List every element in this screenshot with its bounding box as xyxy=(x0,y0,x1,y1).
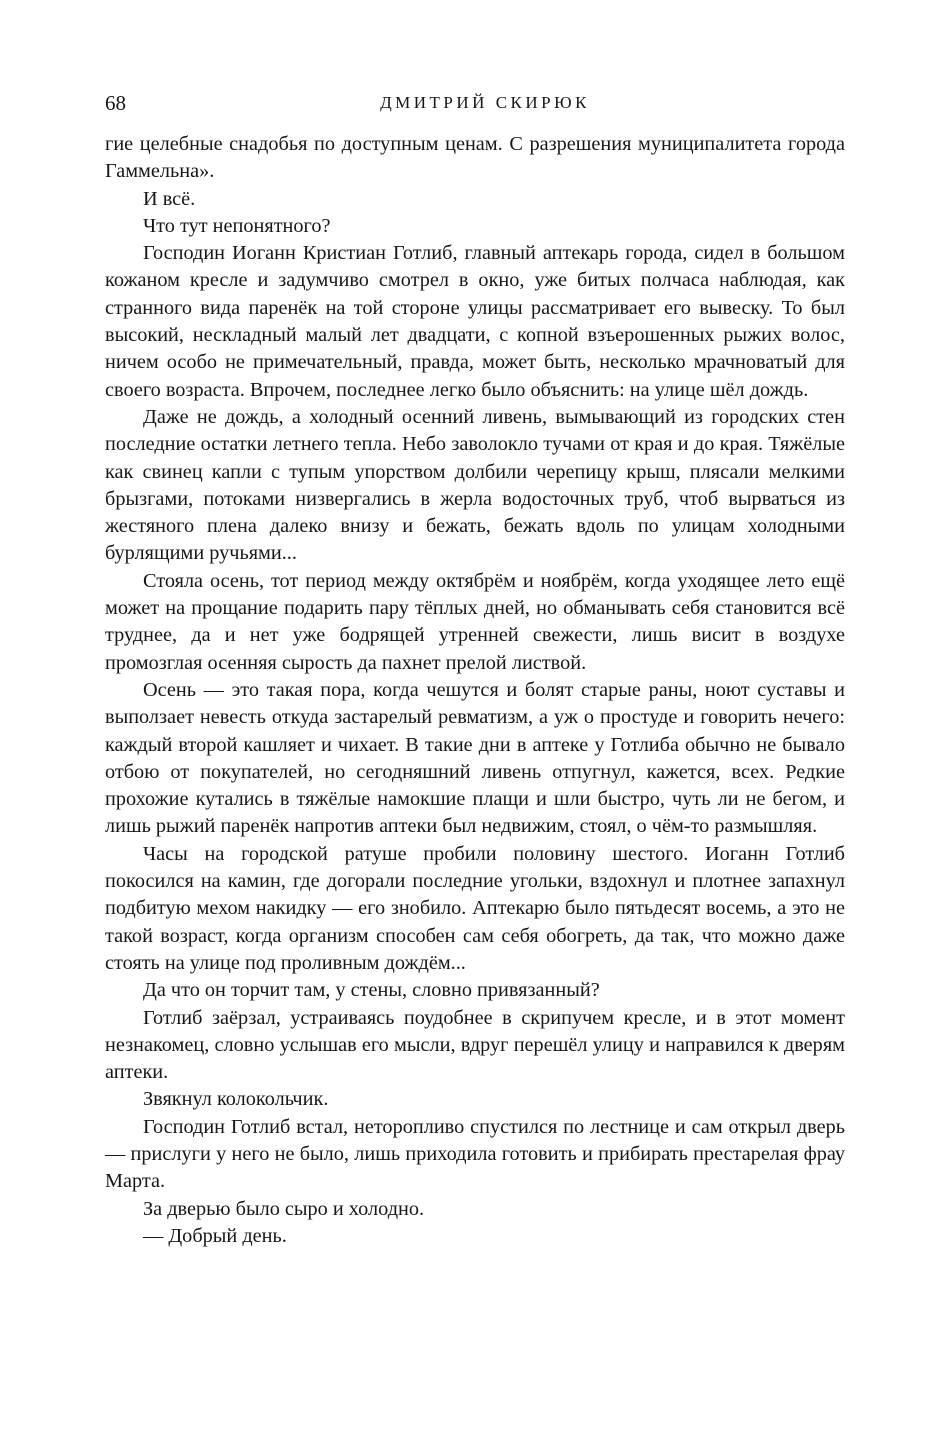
paragraph: Да что он торчит там, у стены, словно привязанный? xyxy=(143,979,600,1002)
page-header xyxy=(105,86,845,120)
paragraph-continued: гие целебные снадобья по доступным ценам. С разрешения муниципалитета города Гаммельна». xyxy=(105,133,845,183)
paragraph: Даже не дождь, а холодный осенний ливень, вымывающий из городских стен последние остатки летнего тепла. Небо заволокло тучами от края и до края. Тяжёлые как свинец капли с тупым упорством долбили черепицу крыш, плясали мелкими брызгами, потоками низвергались в жерла водосточных труб, чтоб вырваться из жестяного плена далеко внизу и бежать, бежать вдоль по улицам холодными бурлящими ручьями... xyxy=(105,405,845,565)
paragraph: И всё. xyxy=(143,187,196,210)
paragraph: Стояла осень, тот период между октябрём и ноябрём, когда уходящее лето ещё может на прощание подарить пару тёплых дней, но обманывать себя становится всё труднее, да и нет уже бодрящей утренней свежести, лишь висит в воздухе промозглая осенняя сырость да пахнет прелой листвой. xyxy=(105,569,845,674)
paragraph: Осень — это такая пора, когда чешутся и болят старые раны, ноют суставы и выползает невесть откуда застарелый ревматизм, а уж о простуде и говорить нечего: каждый второй кашляет и чихает. В такие дни в аптеке у Готлиба обычно не бывало отбою от покупателей, но сегодняшний ливень отпугнул, кажется, всех. Редкие прохожие кутались в тяжёлые намокшие плащи и шли быстро, чуть ли не бегом, и лишь рыжий паренёк напротив аптеки был недвижим, стоял, о чём-то размышляя. xyxy=(105,678,845,838)
paragraph: Часы на городской ратуше пробили половину шестого. Иоганн Готлиб покосился на камин, где догорали последние угольки, вздохнул и плотнее запахнул подбитую мехом накидку — его знобило. Аптекарю было пятьдесят восемь, а это не такой возраст, когда организм способен сам себя обогреть, да так, что можно даже стоять на улице под проливным дождём... xyxy=(105,842,845,974)
running-head-author: ДМИТРИЙ СКИРЮК xyxy=(380,93,590,112)
paragraph-dialogue: — Добрый день. xyxy=(143,1224,287,1247)
text-body xyxy=(105,131,845,1250)
paragraph: Что тут непонятного? xyxy=(143,214,331,237)
paragraph: Господин Иоганн Кристиан Готлиб, главный аптекарь города, сидел в большом кожаном кресле и задумчиво смотрел в окно, уже битых полчаса наблюдая, как странного вида паренёк на той стороне улицы рассматривает его вывеску. То был высокий, нескладный малый лет двадцати, с копной взъерошенных рыжих волос, ничем особо не примечательный, правда, может быть, несколько мрачноватый для своего возраста. Впрочем, последнее легко было объяснить: на улице шёл дождь. xyxy=(105,242,845,401)
paragraph: Звякнул колокольчик. xyxy=(143,1088,329,1111)
paragraph: Готлиб заёрзал, устраиваясь поудобнее в скрипучем кресле, и в этот момент незнакомец, словно услышав его мысли, вдруг перешёл улицу и направился к дверям аптеки. xyxy=(105,1006,845,1084)
paragraph: Господин Готлиб встал, неторопливо спустился по лестнице и сам открыл дверь — прислуги у него не было, лишь приходила готовить и прибирать престарелая фрау Марта. xyxy=(105,1115,845,1193)
page-number: 68 xyxy=(105,91,126,115)
paragraph: За дверью было сыро и холодно. xyxy=(143,1197,425,1220)
